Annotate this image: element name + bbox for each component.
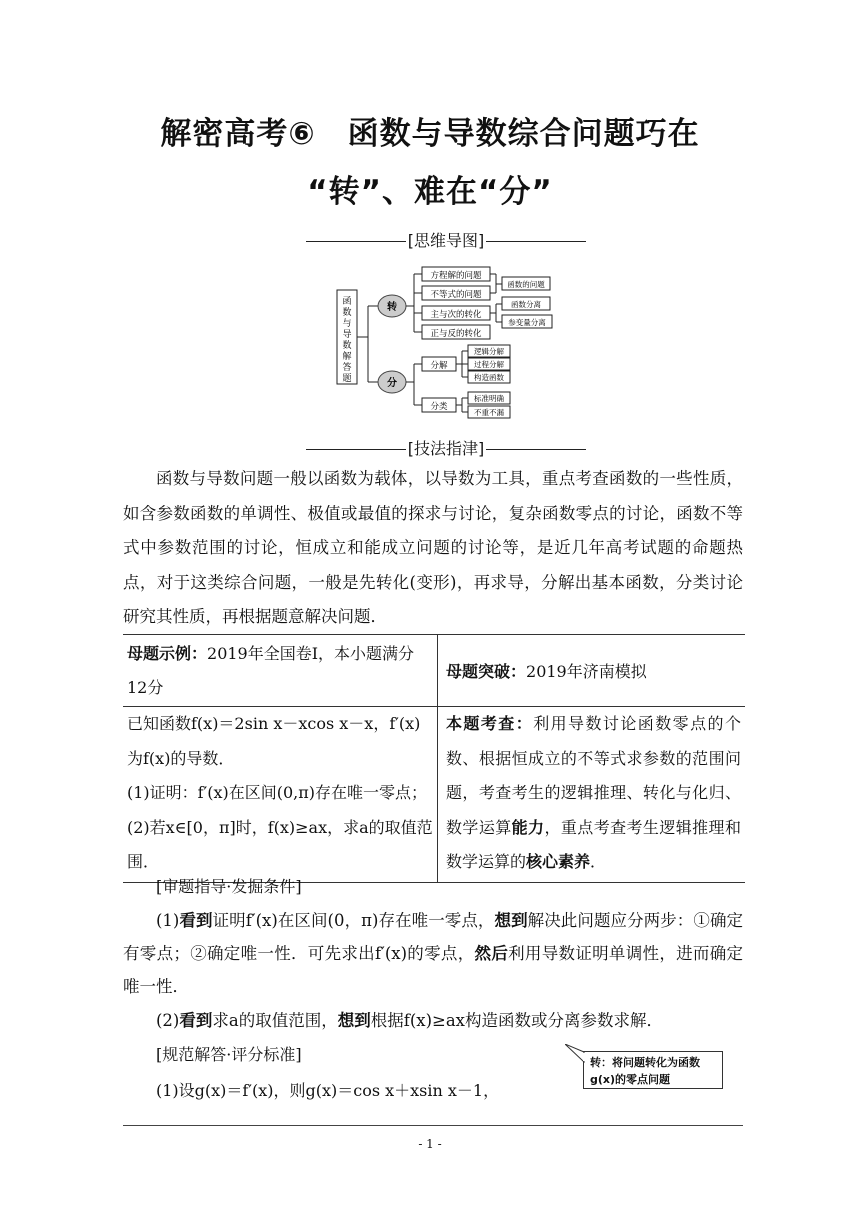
mindmap-zhuan-item: 不等式的问题 bbox=[430, 290, 482, 300]
intro-text: 函数与导数问题一般以函数为载体，以导数为工具，重点考查函数的一些性质，如含参数函数的单调性、极值或最值的探求与讨论，复杂函数零点的讨论，函数不等式中参数范围的讨论，恒成立和能成立问题的讨论等，是近几年高考试题的命题热点，对于这类综合问题，一般是先转化(变形)，再求导，分解出基本函数，分类讨论研究其性质，再根据题意解决问题． bbox=[123, 469, 743, 626]
guide-text: 证明f′(x)在区间(0，π)存在唯一零点， bbox=[212, 911, 495, 930]
mindmap-node-fen-label: 分 bbox=[387, 378, 397, 389]
mindmap-fen-sub: 过程分解 bbox=[474, 360, 504, 369]
intro-paragraph bbox=[123, 462, 743, 635]
exam-focus-label: 本题考查： bbox=[446, 714, 534, 733]
section-mindmap-label: [思维导图] bbox=[407, 231, 485, 250]
mindmap-zhuan-sub: 函数的问题 bbox=[507, 280, 545, 289]
note-pointer bbox=[565, 1044, 587, 1064]
section-tips-label: [技法指津] bbox=[407, 439, 485, 458]
problem-table bbox=[123, 634, 745, 883]
mindmap-fen-item: 分解 bbox=[430, 361, 448, 371]
mindmap-zhuan-sub: 参变量分离 bbox=[508, 318, 546, 327]
problem-line: (1)证明：f′(x)在区间(0,π)存在唯一零点； bbox=[127, 783, 427, 802]
guide-keyword: 看到 bbox=[179, 911, 213, 930]
mindmap-root-label: 函数与导数解答题 bbox=[342, 297, 352, 384]
table-head-left bbox=[123, 635, 438, 707]
guide-text: 利用导数证明单调性，进而确定唯一性． bbox=[123, 944, 744, 996]
guide-text: 解决此问题应分两步：①确定有零点；②确定唯一性．可先求出f′(x)的零点， bbox=[123, 911, 744, 963]
mindmap-node-zhuan-label: 转 bbox=[387, 302, 397, 313]
mindmap-fen-item: 分类 bbox=[430, 402, 448, 412]
mother-example-text: 2019年全国卷Ⅰ，本小题满分12分 bbox=[127, 644, 415, 697]
guide-keyword: 想到 bbox=[494, 911, 528, 930]
exam-focus-text: ，重点考查考生逻辑推理和数学运算的 bbox=[446, 817, 741, 871]
exam-focus-bold: 核心素养 bbox=[526, 852, 591, 871]
exam-focus-bold: 能力 bbox=[511, 817, 545, 837]
page-title: 解密高考⑥ 函数与导数综合问题巧在 bbox=[160, 116, 700, 152]
guide-keyword: 想到 bbox=[337, 1011, 371, 1030]
problem-line: (2)若x∈[0，π]时，f(x)≥ax，求a的取值范围． bbox=[127, 817, 433, 871]
problem-statement bbox=[123, 707, 438, 883]
guide-text: 根据f(x)≥ax构造函数或分离参数求解． bbox=[370, 1011, 663, 1030]
footer-rule bbox=[123, 1125, 743, 1126]
mother-breakthrough-label: 母题突破： bbox=[446, 662, 527, 681]
exam-focus bbox=[438, 707, 746, 883]
exam-focus-text: ． bbox=[590, 852, 607, 871]
mindmap-zhuan-sub: 函数分离 bbox=[511, 300, 541, 309]
table-header-row bbox=[123, 635, 745, 707]
page-title-line2: “转”、难在“分” bbox=[307, 174, 553, 210]
guide-paragraph-1 bbox=[123, 904, 743, 1003]
mindmap-zhuan-item: 方程解的问题 bbox=[430, 271, 482, 281]
guide-number: (1) bbox=[156, 911, 180, 930]
section-mindmap-heading bbox=[300, 228, 592, 251]
guide-keyword: 看到 bbox=[179, 1011, 213, 1030]
solution-line: (1)设g(x)＝f′(x)，则g(x)＝cos x＋xsin x－1， bbox=[156, 1081, 500, 1100]
guide-heading: [审题指导·发掘条件] bbox=[156, 877, 302, 896]
mindmap-fen-sub: 不重不漏 bbox=[474, 408, 504, 417]
problem-line: 已知函数f(x)＝2sin x－xcos x－x，f′(x)为f(x)的导数． bbox=[127, 714, 421, 768]
guide-paragraph-2 bbox=[123, 1004, 743, 1039]
mindmap-fen-sub: 逻辑分解 bbox=[474, 347, 504, 356]
note-text: 转：将问题转化为函数g(x)的零点问题 bbox=[590, 1056, 700, 1086]
mindmap-fen-sub: 标准明确 bbox=[474, 394, 504, 403]
table-head-right bbox=[438, 635, 746, 707]
section-tips-heading bbox=[300, 436, 592, 459]
page-number: - 1 - bbox=[418, 1137, 442, 1151]
mindmap-zhuan-item: 正与反的转化 bbox=[430, 329, 482, 339]
exam-focus-text: 利用导数讨论函数零点的个数、根据恒成立的不等式求参数的范围问题，考查考生的逻辑推理、转化与化归、数学运算 bbox=[446, 714, 741, 837]
guide-number: (2) bbox=[156, 1011, 180, 1030]
note-callout bbox=[583, 1051, 723, 1089]
mother-example-label: 母题示例： bbox=[127, 644, 208, 663]
solution-heading: [规范解答·评分标准] bbox=[156, 1045, 302, 1064]
table-body-row bbox=[123, 707, 745, 883]
mother-breakthrough-text: 2019年济南模拟 bbox=[526, 662, 647, 681]
guide-text: 求a的取值范围， bbox=[212, 1011, 338, 1030]
mindmap-fen-sub: 构造函数 bbox=[474, 373, 504, 382]
guide-keyword: 然后 bbox=[474, 944, 509, 963]
mindmap-zhuan-item: 主与次的转化 bbox=[430, 310, 482, 320]
mindmap-diagram bbox=[336, 262, 556, 422]
